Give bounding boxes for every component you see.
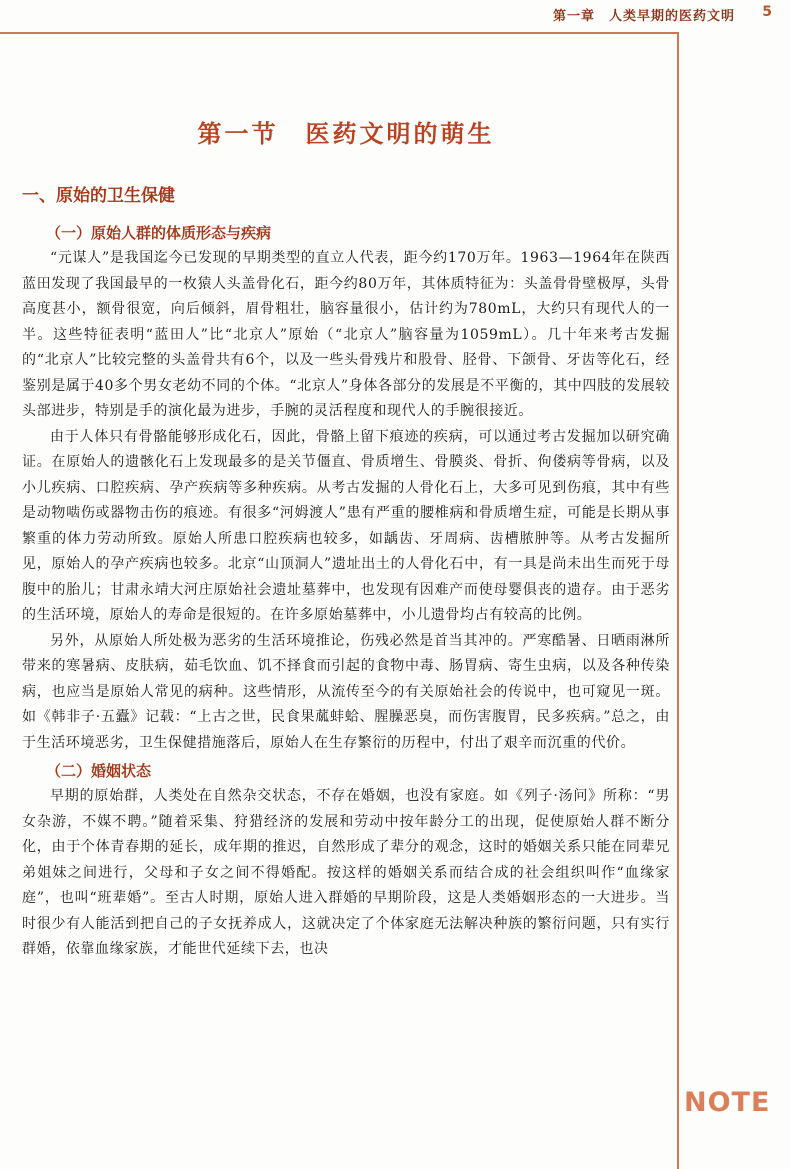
chapter-title: 第一章 人类早期的医药文明 [552, 9, 735, 24]
section-title: 第一节 医药文明的萌生 [197, 120, 495, 148]
side-rule [677, 32, 679, 1169]
paragraph: 早期的原始群，人类处在自然杂交状态，不存在婚姻，也没有家庭。如《列子·汤问》所称：“男女杂游，不媒不聘。”随着采集、狩猎经济的发展和劳动中按年龄分工的出现，促使原始人群不断分化，由于个体青春期的延长，成年期的推迟，自然形成了辈分的观念，这时的婚姻关系只能在同辈兄弟姐妹之间进行，父母和子女之间不得婚配。按这样的婚姻关系而结合成的社会组织叫作“血缘家庭”，也叫“班辈婚”。至古人时期，原始人进入群婚的早期阶段，这是人类婚姻形态的一大进步。当时很少有人能活到把自己的子女抚养成人，这就决定了个体家庭无法解决种族的繁衍问题，只有实行群婚，依靠血缘家族，才能世代延续下去，也决 [22, 788, 670, 957]
subheading-marriage: （二）婚姻状态 [46, 762, 152, 780]
page-number: 5 [762, 4, 772, 20]
heading-primitive-health: 一、原始的卫生保健 [22, 186, 175, 206]
page-body [22, 30, 670, 963]
subheading-physique-disease: （一）原始人群的体质形态与疾病 [46, 224, 272, 242]
running-header [0, 0, 790, 30]
paragraph: 由于人体只有骨骼能够形成化石，因此，骨骼上留下痕迹的疾病，可以通过考古发掘加以研究确证。在原始人的遗骸化石上发现最多的是关节僵直、骨质增生、骨膜炎、骨折、佝偻病等骨病，以及小儿疾病、口腔疾病、孕产疾病等多种疾病。从考古发掘的人骨化石上，大多可见到伤痕，其中有些是动物啮伤或器物击伤的痕迹。有很多“河姆渡人”患有严重的腰椎病和骨质增生症，可能是长期从事繁重的体力劳动所致。原始人所患口腔疾病也较多，如龋齿、牙周病、齿槽脓肿等。从考古发掘所见，原始人的孕产疾病也较多。北京“山顶洞人”遗址出土的人骨化石中，有一具是尚未出生而死于母腹中的胎儿；甘肃永靖大河庄原始社会遗址墓葬中，也发现有因难产而使母婴俱丧的遗存。由于恶劣的生活环境，原始人的寿命是很短的。在许多原始墓葬中，小儿遗骨均占有较高的比例。 [22, 428, 670, 623]
paragraph: “元谋人”是我国迄今已发现的早期类型的直立人代表，距今约170万年。1963—1964年在陕西蓝田发现了我国最早的一枚猿人头盖骨化石，距今约80万年，其体质特征为：头盖骨骨壁极厚，头骨高度甚小，额骨很宽，向后倾斜，眉骨粗壮，脑容量很小，估计约为780mL，大约只有现代人的一半。这些特征表明“蓝田人”比“北京人”原始（“北京人”脑容量为1059mL）。几十年来考古发掘的“北京人”比较完整的头盖骨共有6个，以及一些头骨残片和股骨、胫骨、下颌骨、牙齿等化石，经鉴别是属于40多个男女老幼不同的个体。“北京人”身体各部分的发展是不平衡的，其中四肢的发展较头部进步，特别是手的演化最为进步，手腕的灵活程度和现代人的手腕很接近。 [22, 250, 670, 419]
paragraph: 另外，从原始人所处极为恶劣的生活环境推论，伤残必然是首当其冲的。严寒酷暑、日晒雨淋所带来的寒暑病、皮肤病，茹毛饮血、饥不择食而引起的食物中毒、肠胃病、寄生虫病，以及各种传染病，也应当是原始人常见的病种。这些情形，从流传至今的有关原始社会的传说中，也可窥见一斑。如《韩非子·五蠹》记载：“上古之世，民食果蓏蚌蛤、腥臊恶臭，而伤害腹胃，民多疾病。”总之，由于生活环境恶劣，卫生保健措施落后，原始人在生存繁衍的历程中，付出了艰辛而沉重的代价。 [22, 632, 670, 751]
note-margin-label: NOTE [684, 1087, 771, 1118]
